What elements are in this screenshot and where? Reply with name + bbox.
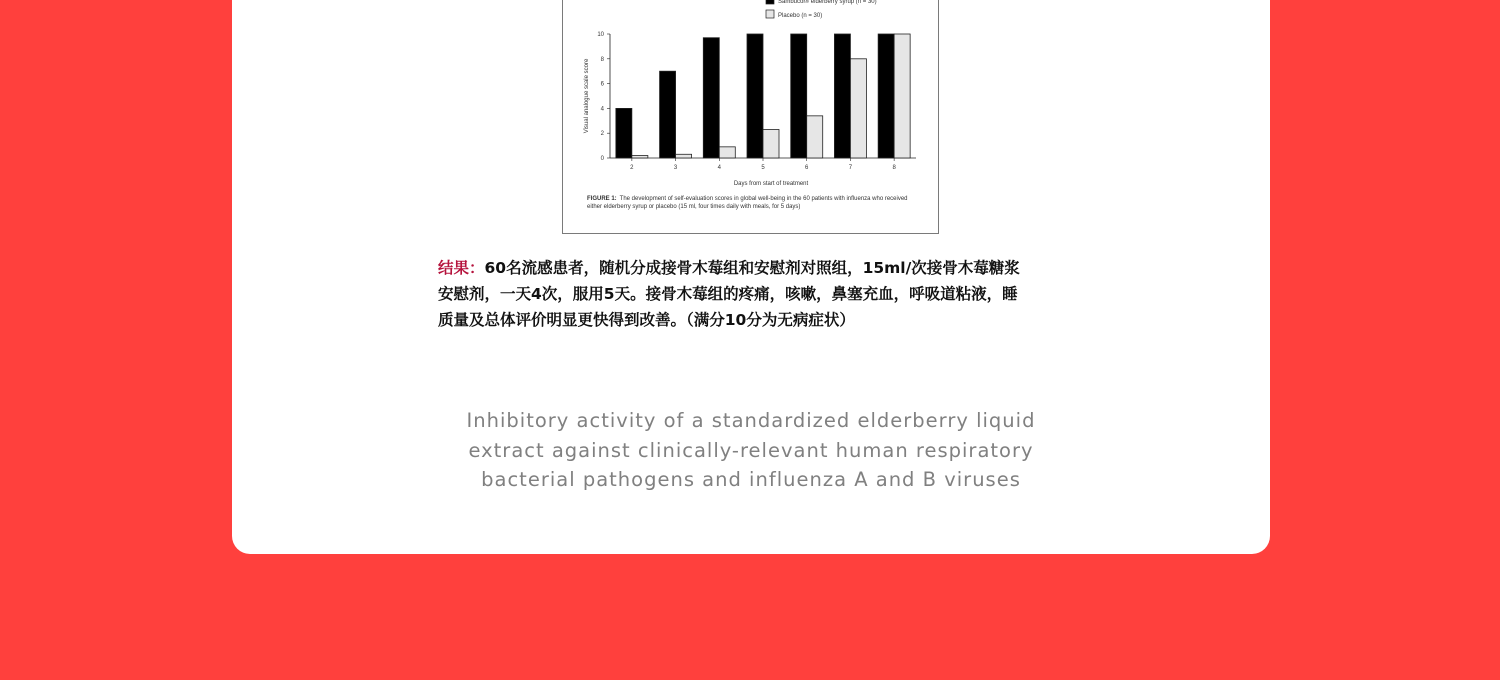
result-label: 结果：	[438, 259, 485, 277]
reference-title	[232, 406, 1270, 495]
y-tick-label: 4	[600, 106, 604, 113]
bar-elderberry	[703, 38, 719, 158]
y-tick-label: 10	[597, 32, 604, 38]
bar-placebo	[763, 129, 779, 158]
legend-label: Sambucol® elderberry syrup (n = 30)	[778, 0, 877, 5]
bar-placebo	[632, 156, 648, 158]
legend-swatch	[766, 0, 774, 4]
x-tick-label: 8	[892, 165, 896, 171]
bar-placebo	[676, 154, 692, 158]
bar-elderberry	[878, 34, 894, 158]
bar-elderberry	[747, 34, 763, 158]
y-axis-label: Visual analogue scale score	[584, 58, 590, 134]
x-axis-label: Days from start of treatment	[733, 181, 809, 187]
result-text	[438, 255, 1082, 335]
result-line-3: 质量及总体评价明显更快得到改善。（满分10分为无病症状）	[438, 311, 855, 329]
bar-elderberry	[791, 34, 807, 158]
bar-placebo	[894, 34, 910, 158]
x-tick-label: 6	[805, 165, 809, 171]
figure-caption	[587, 196, 917, 211]
result-line-1-text: 60名流感患者，随机分成接骨木莓组和安慰剂对照组，15ml/次接骨木莓糖浆	[484, 259, 1020, 277]
bar-elderberry	[660, 71, 676, 158]
bar-elderberry	[834, 34, 850, 158]
figure-caption-text: The development of self-evaluation scores in global well-being in the 60 patients with influenza who received either elderberry syrup or placebo (15 ml, four times daily with meals, for 5 days)	[587, 196, 908, 210]
bar-placebo	[719, 147, 735, 158]
figure-caption-label: FIGURE 1:	[587, 196, 617, 202]
y-tick-label: 2	[600, 131, 604, 138]
y-tick-label: 8	[600, 56, 604, 63]
y-tick-label: 6	[600, 81, 604, 88]
reference-line-1: Inhibitory activity of a standardized elderberry liquid	[466, 409, 1036, 432]
bar-placebo	[807, 116, 823, 158]
bar-elderberry	[616, 108, 632, 158]
x-tick-label: 2	[630, 165, 634, 171]
x-tick-label: 5	[761, 165, 765, 171]
x-tick-label: 3	[673, 165, 678, 171]
x-tick-label: 7	[848, 165, 853, 171]
bar-placebo	[850, 59, 866, 158]
bar-chart	[563, 0, 940, 196]
result-line-1	[438, 255, 1082, 281]
legend-swatch	[766, 10, 774, 18]
legend-label: Placebo (n = 30)	[778, 13, 823, 19]
study-figure	[562, 0, 939, 234]
x-tick-label: 4	[717, 165, 721, 171]
reference-line-2: extract against clinically-relevant human respiratory	[468, 438, 1034, 462]
reference-line-3: bacterial pathogens and influenza A and B viruses	[481, 468, 1021, 491]
result-line-2: 安慰剂，一天4次，服用5天。接骨木莓组的疼痛，咳嗽，鼻塞充血，呼吸道粘液，睡	[438, 285, 1018, 303]
y-tick-label: 0	[600, 156, 604, 162]
